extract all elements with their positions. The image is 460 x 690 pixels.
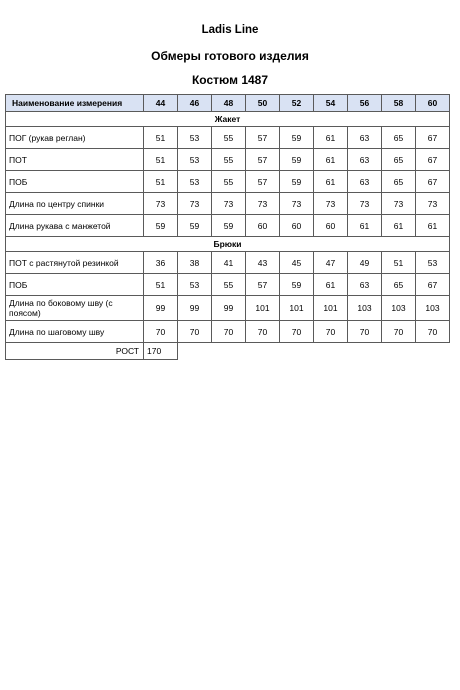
measurement-value: 57 bbox=[246, 127, 280, 149]
measurement-value: 57 bbox=[246, 171, 280, 193]
section-title: Брюки bbox=[6, 237, 450, 252]
document-subtitle: Обмеры готового изделия bbox=[151, 49, 309, 63]
rost-value: 170 bbox=[144, 343, 178, 360]
measurement-value: 59 bbox=[280, 171, 314, 193]
measurement-value: 103 bbox=[416, 296, 450, 321]
measurement-value: 73 bbox=[382, 193, 416, 215]
header-measurement-name: Наименование измерения bbox=[6, 95, 144, 112]
table-header-row bbox=[6, 95, 450, 112]
measurement-value: 61 bbox=[348, 215, 382, 237]
measurement-name: ПОБ bbox=[6, 171, 144, 193]
measurement-value: 99 bbox=[144, 296, 178, 321]
header-size: 60 bbox=[416, 95, 450, 112]
measurement-value: 73 bbox=[416, 193, 450, 215]
table-row bbox=[6, 193, 450, 215]
table-row bbox=[6, 149, 450, 171]
measurement-value: 59 bbox=[280, 127, 314, 149]
measurement-value: 41 bbox=[212, 252, 246, 274]
measurement-value: 63 bbox=[348, 274, 382, 296]
measurement-value: 57 bbox=[246, 274, 280, 296]
measurement-value: 60 bbox=[314, 215, 348, 237]
table-row bbox=[6, 127, 450, 149]
rost-label: РОСТ bbox=[6, 343, 144, 360]
table-row bbox=[6, 252, 450, 274]
measurement-value: 103 bbox=[382, 296, 416, 321]
measurement-value: 59 bbox=[212, 215, 246, 237]
measurement-value: 67 bbox=[416, 274, 450, 296]
measurement-value: 55 bbox=[212, 149, 246, 171]
table-row bbox=[6, 274, 450, 296]
header-size: 54 bbox=[314, 95, 348, 112]
measurement-value: 59 bbox=[280, 274, 314, 296]
measurement-value: 51 bbox=[382, 252, 416, 274]
measurement-value: 36 bbox=[144, 252, 178, 274]
header-size: 52 bbox=[280, 95, 314, 112]
section-title: Жакет bbox=[6, 112, 450, 127]
header-size: 44 bbox=[144, 95, 178, 112]
table-row bbox=[6, 215, 450, 237]
measurement-value: 53 bbox=[416, 252, 450, 274]
measurement-value: 61 bbox=[314, 127, 348, 149]
table-row bbox=[6, 296, 450, 321]
measurement-value: 103 bbox=[348, 296, 382, 321]
measurement-value: 73 bbox=[144, 193, 178, 215]
measurement-name: Длина по центру спинки bbox=[6, 193, 144, 215]
measurement-value: 70 bbox=[348, 321, 382, 343]
header-size: 50 bbox=[246, 95, 280, 112]
measurement-value: 53 bbox=[178, 274, 212, 296]
measurement-value: 67 bbox=[416, 149, 450, 171]
measurement-value: 70 bbox=[212, 321, 246, 343]
measurement-value: 73 bbox=[212, 193, 246, 215]
measurement-value: 60 bbox=[246, 215, 280, 237]
measurement-value: 73 bbox=[178, 193, 212, 215]
measurement-value: 65 bbox=[382, 127, 416, 149]
measurement-value: 53 bbox=[178, 149, 212, 171]
measurement-value: 70 bbox=[178, 321, 212, 343]
measurement-value: 59 bbox=[178, 215, 212, 237]
table-row bbox=[6, 171, 450, 193]
measurement-value: 51 bbox=[144, 149, 178, 171]
measurement-value: 63 bbox=[348, 149, 382, 171]
measurement-value: 61 bbox=[314, 274, 348, 296]
measurement-value: 47 bbox=[314, 252, 348, 274]
measurement-value: 65 bbox=[382, 149, 416, 171]
rost-blank bbox=[178, 343, 450, 360]
measurement-value: 55 bbox=[212, 171, 246, 193]
measurement-value: 70 bbox=[314, 321, 348, 343]
header-size: 48 bbox=[212, 95, 246, 112]
measurement-value: 51 bbox=[144, 274, 178, 296]
header-size: 46 bbox=[178, 95, 212, 112]
measurement-value: 53 bbox=[178, 127, 212, 149]
measurement-value: 101 bbox=[280, 296, 314, 321]
measurement-name: ПОТ bbox=[6, 149, 144, 171]
measurement-value: 63 bbox=[348, 127, 382, 149]
measurement-value: 70 bbox=[246, 321, 280, 343]
measurement-name: ПОТ с растянутой резинкой bbox=[6, 252, 144, 274]
measurement-value: 61 bbox=[314, 171, 348, 193]
measurement-name: Длина рукава с манжетой bbox=[6, 215, 144, 237]
measurement-value: 61 bbox=[314, 149, 348, 171]
table-row bbox=[6, 321, 450, 343]
measurement-value: 55 bbox=[212, 274, 246, 296]
table-body bbox=[6, 112, 450, 360]
measurement-value: 101 bbox=[246, 296, 280, 321]
measurement-value: 43 bbox=[246, 252, 280, 274]
rost-row bbox=[6, 343, 450, 360]
measurement-value: 70 bbox=[416, 321, 450, 343]
measurement-value: 73 bbox=[280, 193, 314, 215]
measurements-table bbox=[5, 94, 450, 360]
measurement-value: 57 bbox=[246, 149, 280, 171]
measurement-value: 61 bbox=[382, 215, 416, 237]
measurement-value: 99 bbox=[178, 296, 212, 321]
measurement-value: 61 bbox=[416, 215, 450, 237]
measurement-value: 65 bbox=[382, 171, 416, 193]
measurement-value: 60 bbox=[280, 215, 314, 237]
measurement-value: 51 bbox=[144, 127, 178, 149]
header-size: 56 bbox=[348, 95, 382, 112]
measurement-value: 70 bbox=[382, 321, 416, 343]
measurement-value: 45 bbox=[280, 252, 314, 274]
section-row bbox=[6, 237, 450, 252]
brand-title: Ladis Line bbox=[201, 24, 259, 36]
measurement-value: 70 bbox=[144, 321, 178, 343]
measurement-name: Длина по шаговому шву bbox=[6, 321, 144, 343]
measurement-value: 70 bbox=[280, 321, 314, 343]
measurement-value: 67 bbox=[416, 171, 450, 193]
measurement-value: 53 bbox=[178, 171, 212, 193]
measurement-value: 63 bbox=[348, 171, 382, 193]
measurement-value: 51 bbox=[144, 171, 178, 193]
measurement-value: 55 bbox=[212, 127, 246, 149]
model-title: Костюм 1487 bbox=[191, 73, 269, 87]
measurement-value: 67 bbox=[416, 127, 450, 149]
measurement-name: ПОБ bbox=[6, 274, 144, 296]
measurement-value: 73 bbox=[246, 193, 280, 215]
measurement-value: 59 bbox=[280, 149, 314, 171]
measurement-value: 38 bbox=[178, 252, 212, 274]
measurement-value: 99 bbox=[212, 296, 246, 321]
header-size: 58 bbox=[382, 95, 416, 112]
measurement-value: 101 bbox=[314, 296, 348, 321]
section-row bbox=[6, 112, 450, 127]
measurement-value: 73 bbox=[348, 193, 382, 215]
measurement-value: 49 bbox=[348, 252, 382, 274]
measurement-value: 65 bbox=[382, 274, 416, 296]
measurement-name: ПОГ (рукав реглан) bbox=[6, 127, 144, 149]
measurement-name: Длина по боковому шву (с поясом) bbox=[6, 296, 144, 321]
measurement-value: 59 bbox=[144, 215, 178, 237]
measurement-value: 73 bbox=[314, 193, 348, 215]
